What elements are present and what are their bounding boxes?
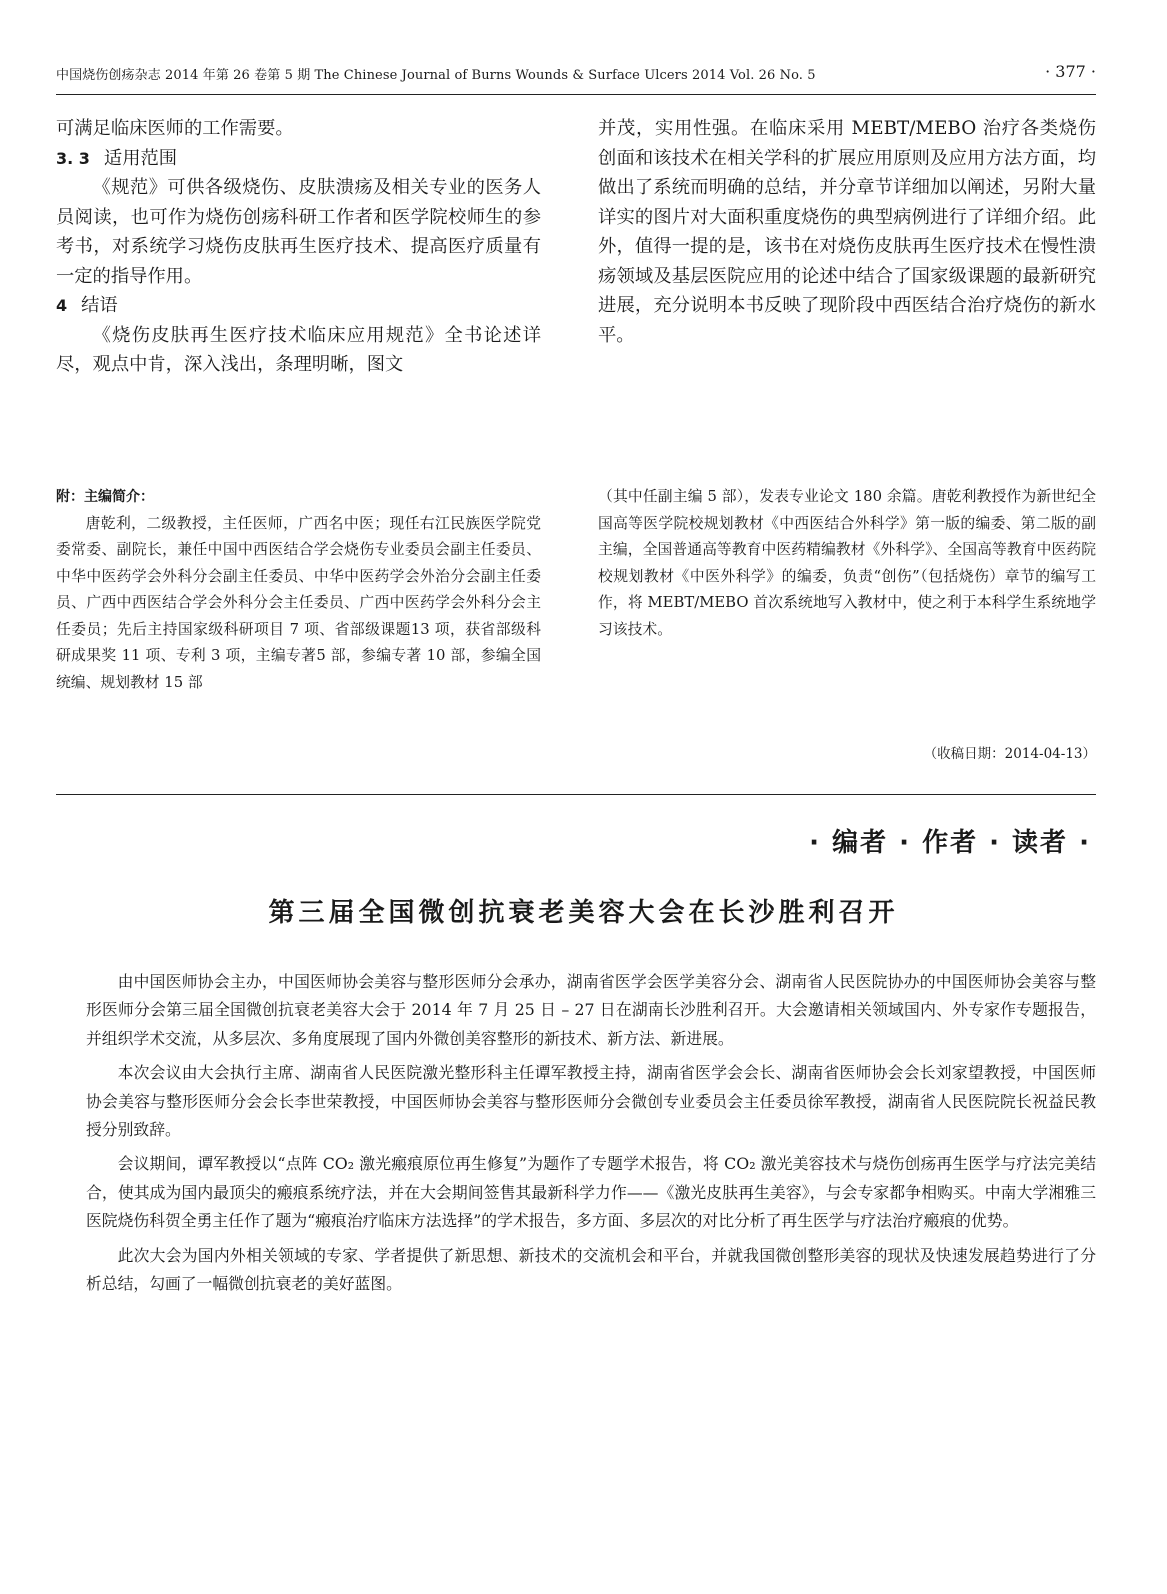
article-paragraph: 此次大会为国内外相关领域的专家、学者提供了新思想、新技术的交流机会和平台，并就我国微创整形美容的现状及快速发展趋势进行了分析总结，勾画了一幅微创抗衰老的美好蓝图。	[86, 1245, 1096, 1294]
left-column	[56, 114, 541, 380]
article-paragraph: 本次会议由大会执行主席、湖南省人民医院激光整形科主任谭军教授主持，湖南省医学会会长、湖南省医师协会会长刘家望教授，中国医师协会美容与整形医师分会会长李世荣教授，中国医师协会美容与整形医师分会微创专业委员会主任委员徐军教授，湖南省人民医院院长祝益民教授分别致辞。	[86, 1063, 1096, 1140]
paragraph: 《烧伤皮肤再生医疗技术临床应用规范》全书论述详尽，观点中肯，深入浅出，条理明晰，图文	[56, 324, 541, 375]
section-number: 4	[56, 296, 68, 315]
running-header	[56, 62, 1096, 90]
editor-bio-text: 唐乾利，二级教授，主任医师，广西名中医；现任右江民族医学院党委常委、副院长，兼任中国中西医结合学会烧伤专业委员会副主任委员、中华中医药学会外科分会副主任委员、中华中医药学会外治分会副主任委员、广西中西医结合学会外科分会主任委员、广西中医药学会外科分会主任委员；先后主持国家级科研项目 7 项、省部级课题13 项，获省部级科研成果奖 11 项、专利 3 项，主编专著5 部，参编专著 10 部，参编全国统编、规划教材 15 部	[56, 514, 541, 691]
paragraph: 并茂，实用性强。在临床采用 MEBT/MEBO 治疗各类烧伤创面和该技术在相关学科的扩展应用原则及应用方法方面，均做出了系统而明确的总结，并分章节详细加以阐述，另附大量详实的图片对大面积重度烧伤的典型病例进行了详细介绍。此外，值得一提的是，该书在对烧伤皮肤再生医疗技术在慢性溃疡领域及基层医院应用的论述中结合了国家级课题的最新研究进展，充分说明本书反映了现阶段中西医结合治疗烧伤的新水平。	[598, 118, 1096, 346]
article-paragraph: 由中国医师协会主办，中国医师协会美容与整形医师分会承办，湖南省医学会医学美容分会、湖南省人民医院协办的中国医师协会美容与整形医师分会第三届全国微创抗衰老美容大会于 2014 年 7 月 25 日 – 27 日在湖南长沙胜利召开。大会邀请相关领域国内、外专家作专题报告，并组织学术交流，从多层次、多角度展现了国内外微创美容整形的新技术、新方法、新进展。	[86, 972, 1096, 1048]
editor-bio-left	[56, 484, 541, 696]
column-label: · 编者 · 作者 · 读者 ·	[809, 828, 1091, 858]
article-body	[86, 968, 1096, 1304]
editor-bio-title: 附：主编简介：	[56, 489, 154, 505]
received-date: （收稿日期：2014-04-13）	[923, 746, 1096, 762]
journal-citation: 中国烧伤创疡杂志 2014 年第 26 卷第 5 期 The Chinese Journal of Burns Wounds & Surface Ulcers 2014 Vol. 26 No. 5	[56, 68, 816, 83]
section-divider	[56, 794, 1096, 795]
section-heading-3-3	[56, 144, 541, 174]
article-paragraph: 会议期间，谭军教授以“点阵 CO₂ 激光瘢痕原位再生修复”为题作了专题学术报告，将 CO₂ 激光美容技术与烧伤创疡再生医学与疗法完美结合，使其成为国内最顶尖的瘢痕系统疗法，并在大会期间签售其最新科学力作——《激光皮肤再生美容》，与会专家都争相购买。中南大学湘雅三医院烧伤科贺全勇主任作了题为“瘢痕治疗临床方法选择”的学术报告，多方面、多层次的对比分析了再生医学与疗法治疗瘢痕的优势。	[86, 1154, 1096, 1231]
paragraph: 可满足临床医师的工作需要。	[56, 118, 294, 139]
section-number: 3. 3	[56, 148, 90, 168]
page-number: · 377 ·	[1045, 62, 1096, 81]
article-title: 第三届全国微创抗衰老美容大会在长沙胜利召开	[268, 898, 899, 928]
paragraph: 《规范》可供各级烧伤、皮肤溃疡及相关专业的医务人员阅读，也可作为烧伤创疡科研工作者和医学院校师生的参考书，对系统学习烧伤皮肤再生医疗技术、提高医疗质量有一定的指导作用。	[56, 177, 541, 287]
section-title: 结语	[81, 295, 118, 316]
header-divider	[56, 94, 1096, 95]
editor-bio-right	[598, 484, 1096, 643]
section-heading-4	[56, 291, 541, 321]
editor-bio-text: （其中任副主编 5 部），发表专业论文 180 余篇。唐乾利教授作为新世纪全国高等医学院校规划教材《中西医结合外科学》第一版的编委、第二版的副主编，全国普通高等教育中医药精编教材《外科学》、全国高等教育中医药院校规划教材《中医外科学》的编委，负责“创伤”（包括烧伤）章节的编写工作，将 MEBT/MEBO 首次系统地写入教材中，使之利于本科学生系统地学习该技术。	[598, 488, 1096, 638]
right-column	[598, 114, 1096, 350]
section-title: 适用范围	[103, 147, 178, 169]
